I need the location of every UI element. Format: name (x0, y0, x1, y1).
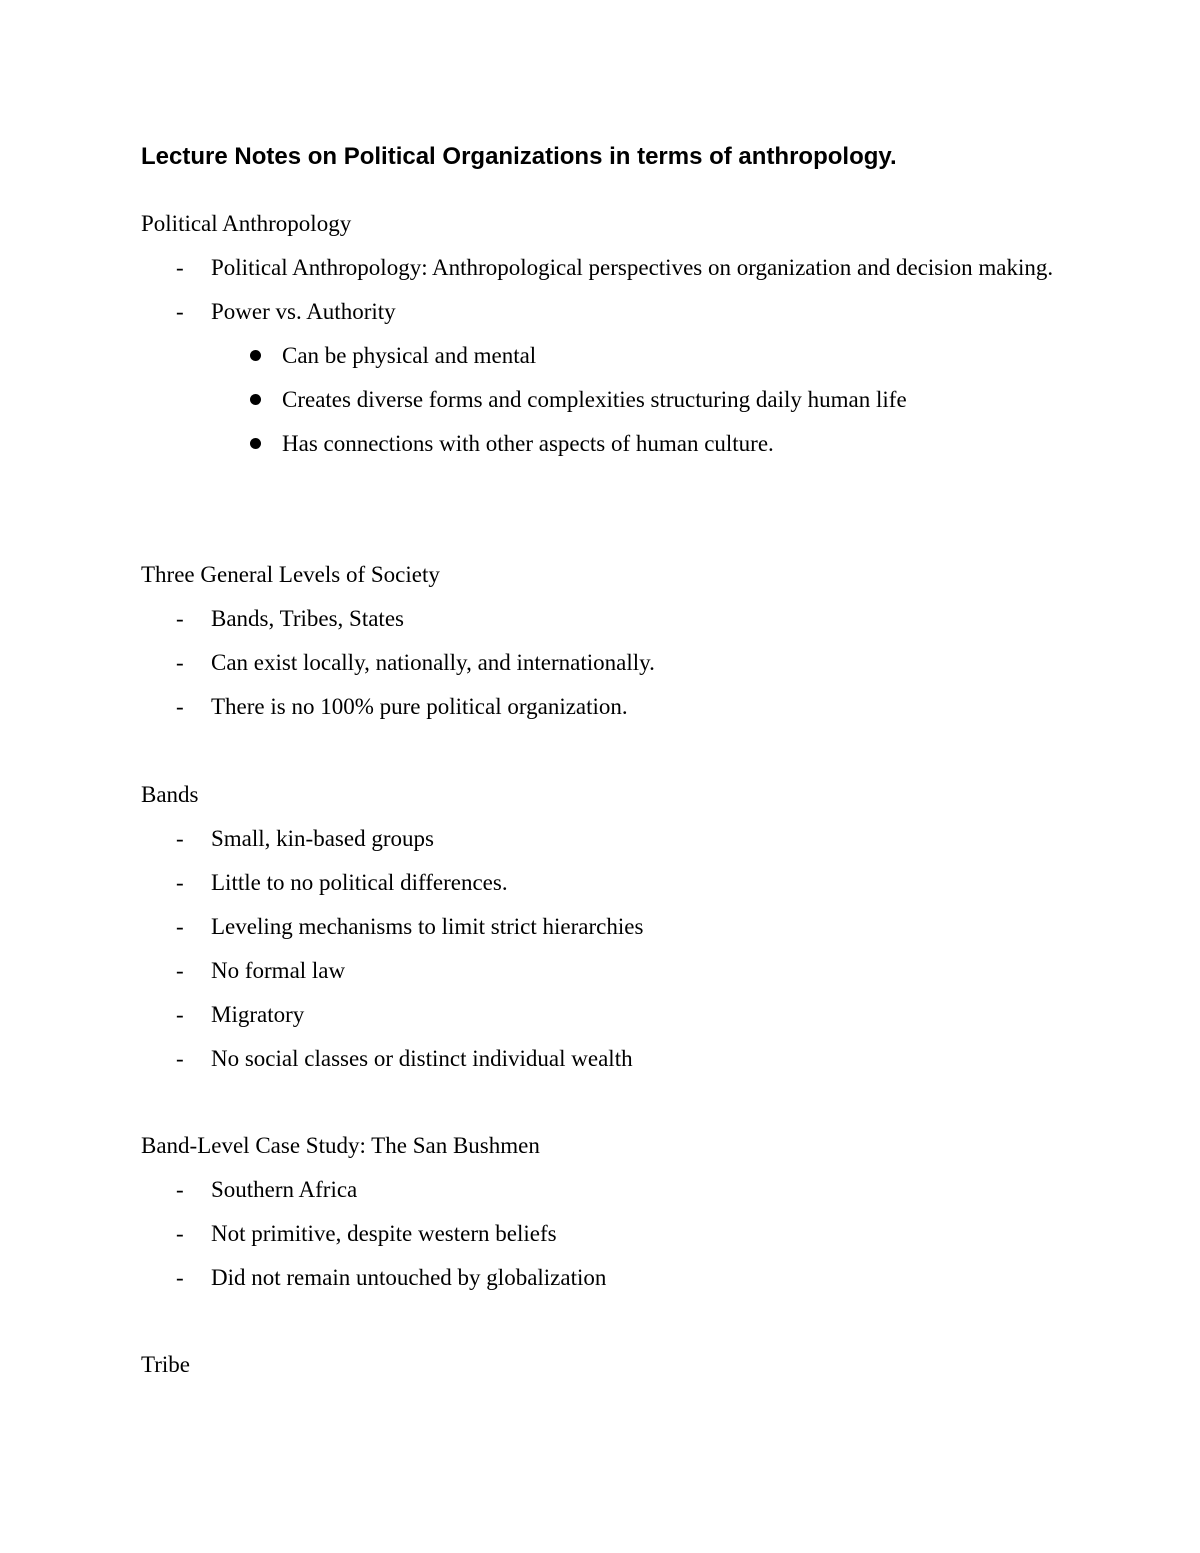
section-heading: Band-Level Case Study: The San Bushmen (141, 1133, 540, 1158)
list-item (0, 1168, 1200, 1212)
document-title: Lecture Notes on Political Organizations in terms of anthropology. (141, 143, 897, 170)
list-item-text: Political Anthropology: Anthropological perspectives on organization and decision making. (211, 255, 1054, 280)
section-heading: Political Anthropology (141, 211, 352, 236)
list-item-text: Can exist locally, nationally, and internationally. (211, 650, 655, 675)
sub-list-item-text: Can be physical and mental (282, 343, 537, 368)
dash-marker: - (176, 694, 184, 719)
dash-marker: - (176, 1221, 184, 1246)
list-item-text: Did not remain untouched by globalization (211, 1265, 607, 1290)
list-item-text: Not primitive, despite western beliefs (211, 1221, 557, 1246)
bullet-dot-icon (250, 394, 261, 405)
list-item (0, 1037, 1200, 1081)
list-item-text: Little to no political differences. (211, 870, 508, 895)
dash-marker: - (176, 1177, 184, 1202)
dash-marker: - (176, 826, 184, 851)
list-item (0, 993, 1200, 1037)
list-item-text: Bands, Tribes, States (211, 606, 404, 631)
dash-marker: - (176, 914, 184, 939)
list-item (0, 685, 1200, 729)
list-item-text: No social classes or distinct individual wealth (211, 1046, 633, 1071)
bullet-list (0, 246, 1200, 466)
list-item-text: No formal law (211, 958, 346, 983)
list-item-text: Leveling mechanisms to limit strict hierarchies (211, 914, 644, 939)
sub-list-item-text: Has connections with other aspects of human culture. (282, 431, 774, 456)
sub-list-item (211, 334, 1070, 378)
list-item (0, 1256, 1200, 1300)
list-item (0, 290, 1200, 466)
section-heading: Bands (141, 782, 199, 807)
list-item-text: Power vs. Authority (211, 299, 396, 324)
list-item (0, 817, 1200, 861)
sub-list-item (211, 422, 1070, 466)
dash-marker: - (176, 1046, 184, 1071)
list-item (0, 641, 1200, 685)
list-item (0, 246, 1200, 290)
list-item-text: Southern Africa (211, 1177, 358, 1202)
sub-bullet-list (211, 334, 1070, 466)
bullet-dot-icon (250, 350, 261, 361)
sub-list-item-text: Creates diverse forms and complexities structuring daily human life (282, 387, 907, 412)
sub-list-item (211, 378, 1070, 422)
dash-marker: - (176, 870, 184, 895)
dash-marker: - (176, 1002, 184, 1027)
list-item (0, 861, 1200, 905)
dash-marker: - (176, 255, 184, 280)
dash-marker: - (176, 606, 184, 631)
dash-marker: - (176, 299, 184, 324)
list-item-text: There is no 100% pure political organization. (211, 694, 628, 719)
dash-marker: - (176, 650, 184, 675)
list-item (0, 1212, 1200, 1256)
bullet-list (0, 817, 1200, 1081)
section-heading: Tribe (141, 1352, 190, 1377)
list-item (0, 597, 1200, 641)
list-item (0, 949, 1200, 993)
list-item-text: Migratory (211, 1002, 305, 1027)
list-item-text: Small, kin-based groups (211, 826, 434, 851)
section-heading: Three General Levels of Society (141, 562, 440, 587)
bullet-list (0, 1168, 1200, 1300)
bullet-list (0, 597, 1200, 729)
list-item (0, 905, 1200, 949)
bullet-dot-icon (250, 438, 261, 449)
dash-marker: - (176, 958, 184, 983)
dash-marker: - (176, 1265, 184, 1290)
